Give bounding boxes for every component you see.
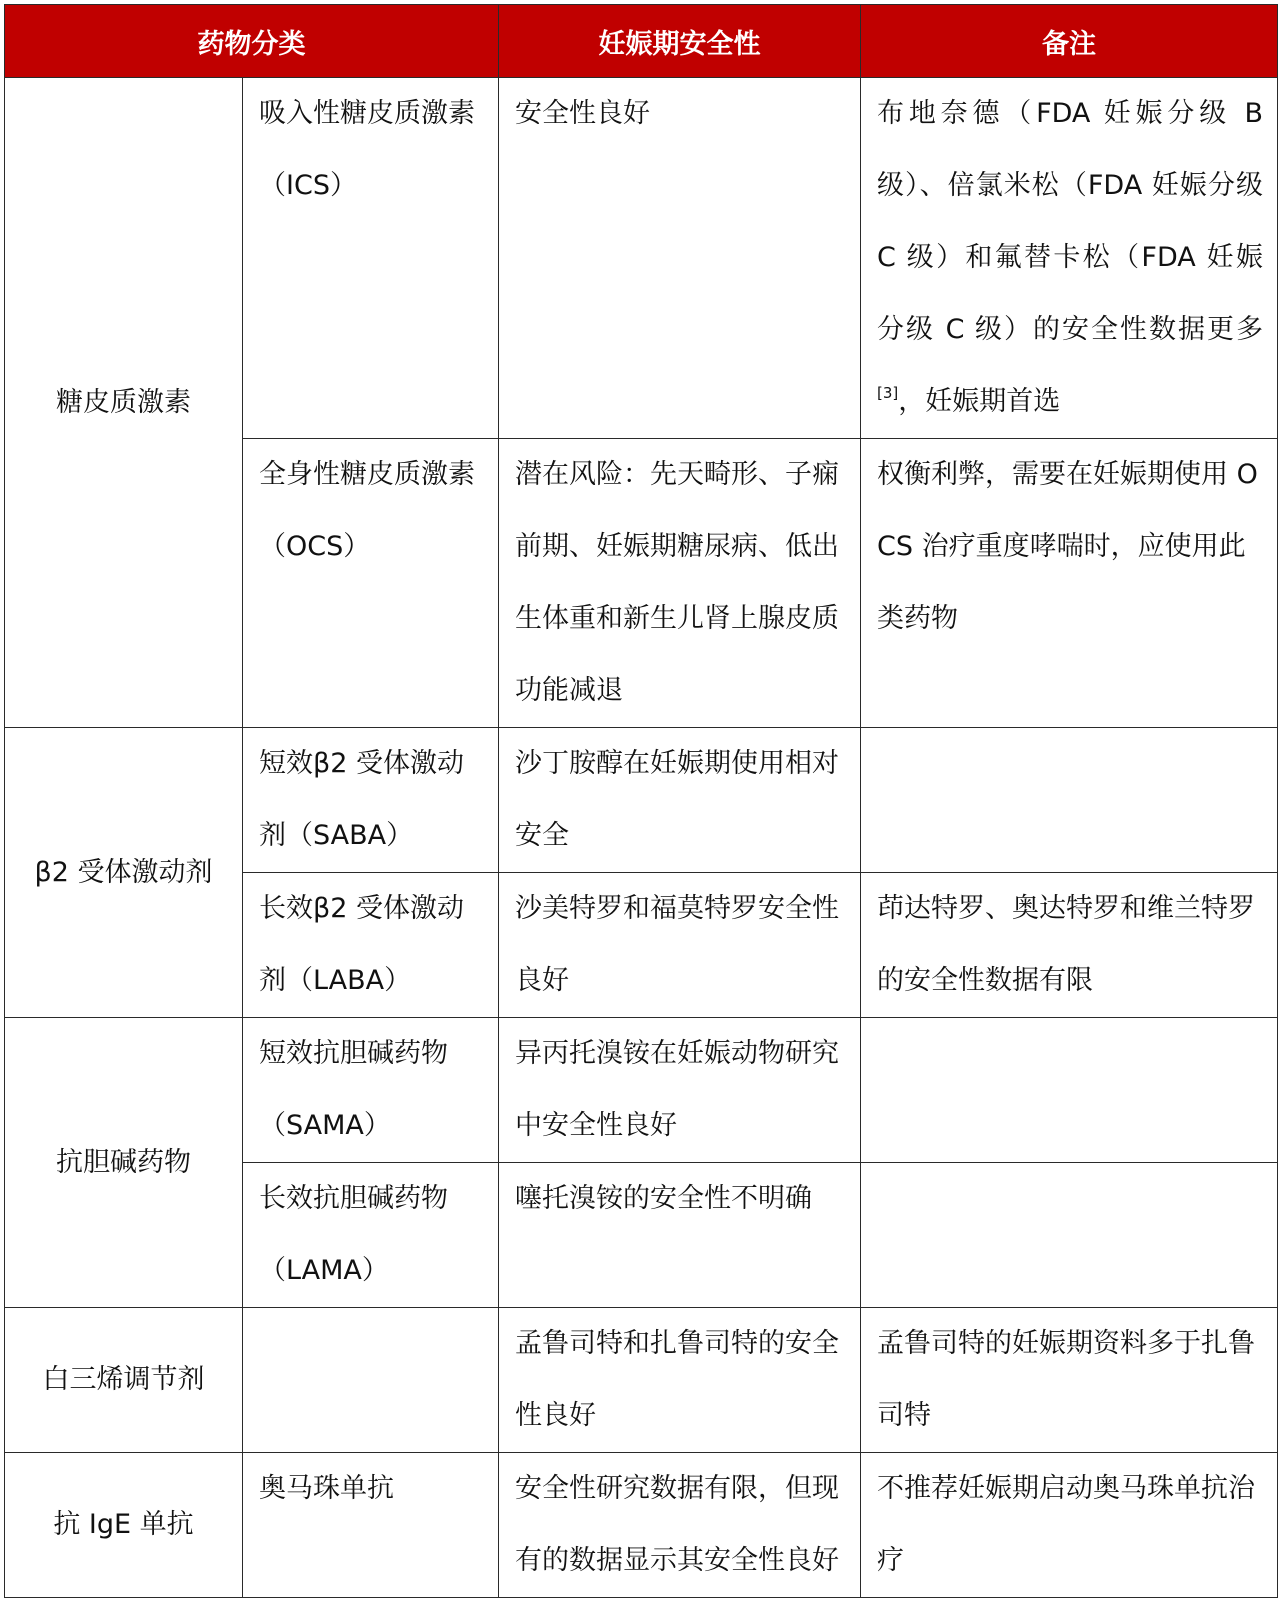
table-row: [5, 728, 1278, 873]
header-pregnancy-safety: 妊娠期安全性: [499, 5, 861, 78]
note-tail: ，妊娠期首选: [898, 386, 1061, 417]
safety-cell: 安全性研究数据有限，但现有的数据显示其安全性良好: [499, 1453, 861, 1598]
note-cell: [861, 1018, 1278, 1163]
category-cell: β2 受体激动剂: [5, 728, 243, 1018]
header-notes: 备注: [861, 5, 1278, 78]
table-row: [5, 1308, 1278, 1453]
safety-cell: 沙美特罗和福莫特罗安全性良好: [499, 873, 861, 1018]
table-row: [5, 78, 1278, 439]
safety-cell: 潜在风险：先天畸形、子痫前期、妊娠期糖尿病、低出生体重和新生儿肾上腺皮质功能减退: [499, 439, 861, 728]
subtype-cell: 长效抗胆碱药物（LAMA）: [243, 1163, 499, 1308]
header-drug-category: 药物分类: [5, 5, 499, 78]
subtype-cell: 短效β2 受体激动剂（SABA）: [243, 728, 499, 873]
subtype-cell: 奥马珠单抗: [243, 1453, 499, 1598]
safety-cell: 异丙托溴铵在妊娠动物研究中安全性良好: [499, 1018, 861, 1163]
category-cell: 抗 IgE 单抗: [5, 1453, 243, 1598]
subtype-cell: 短效抗胆碱药物（SAMA）: [243, 1018, 499, 1163]
note-cell: [861, 1163, 1278, 1308]
subtype-cell: 长效β2 受体激动剂（LABA）: [243, 873, 499, 1018]
safety-cell: 孟鲁司特和扎鲁司特的安全性良好: [499, 1308, 861, 1453]
safety-cell: 噻托溴铵的安全性不明确: [499, 1163, 861, 1308]
category-cell: 白三烯调节剂: [5, 1308, 243, 1453]
note-cell: [861, 78, 1278, 439]
note-cell: 孟鲁司特的妊娠期资料多于扎鲁司特: [861, 1308, 1278, 1453]
subtype-cell: 吸入性糖皮质激素（ICS）: [243, 78, 499, 439]
table-header-row: [5, 5, 1278, 78]
safety-cell: 安全性良好: [499, 78, 861, 439]
note-text: 布地奈德（FDA 妊娠分级 B 级）、倍氯米松（FDA 妊娠分级 C 级）和氟替卡松（FDA 妊娠分级 C 级）的安全性数据更多: [877, 98, 1263, 345]
drug-safety-table: [4, 4, 1278, 1598]
category-cell: 抗胆碱药物: [5, 1018, 243, 1308]
category-cell: 糖皮质激素: [5, 78, 243, 728]
table-row: [5, 1453, 1278, 1598]
note-cell: 不推荐妊娠期启动奥马珠单抗治疗: [861, 1453, 1278, 1598]
subtype-cell: 全身性糖皮质激素（OCS）: [243, 439, 499, 728]
note-cell: 茚达特罗、奥达特罗和维兰特罗的安全性数据有限: [861, 873, 1278, 1018]
safety-cell: 沙丁胺醇在妊娠期使用相对安全: [499, 728, 861, 873]
table-row: [5, 1018, 1278, 1163]
note-cell: 权衡利弊，需要在妊娠期使用 OCS 治疗重度哮喘时，应使用此类药物: [861, 439, 1278, 728]
subtype-cell: [243, 1308, 499, 1453]
reference-marker: [3]: [877, 384, 899, 402]
note-cell: [861, 728, 1278, 873]
